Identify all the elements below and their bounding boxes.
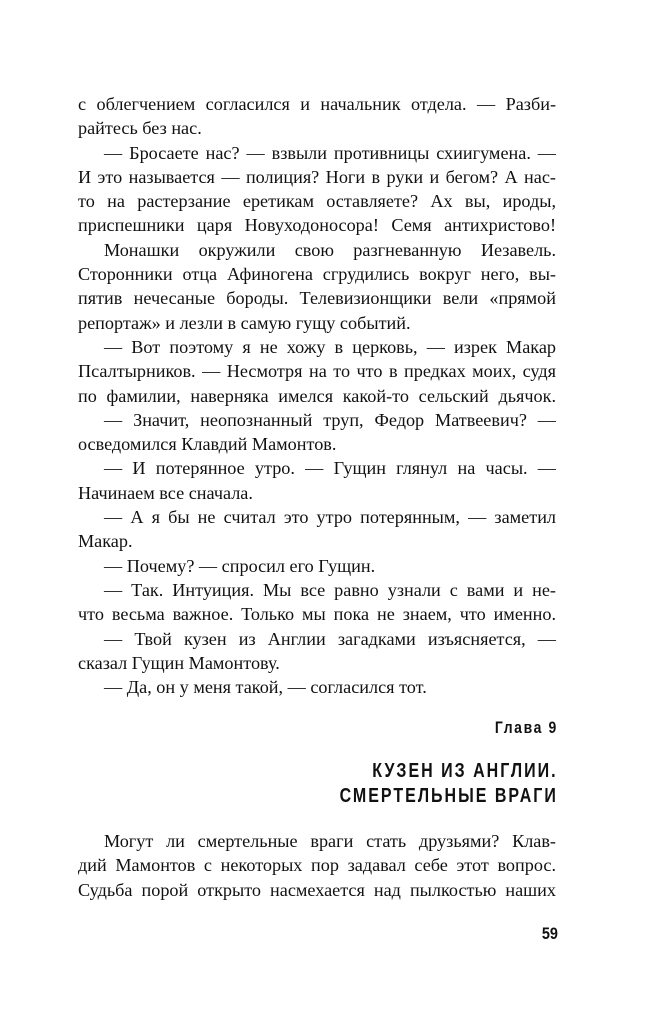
body-text-top: [78, 92, 556, 699]
body-text-bottom: [78, 829, 556, 902]
text-line: — Бросаете нас? — взвыли противницы схиигумена. —: [104, 142, 556, 163]
text-line: райтесь без нас.: [78, 118, 202, 139]
text-line: осведомился Клавдий Мамонтов.: [78, 434, 337, 455]
text-line: — Так. Интуиция. Мы все равно узнали с вами и не-: [104, 579, 556, 600]
text-line: что весьма важное. Только мы пока не знаем, что именно.: [78, 604, 556, 625]
text-line: Монашки окружили свою разгневанную Иезавель.: [104, 239, 556, 260]
text-line: то на растерзание еретикам оставляете? Ах вы, ироды,: [78, 191, 556, 212]
text-line: Судьба порой открыто насмехается над пылкостью наших: [78, 879, 556, 900]
chapter-number: Глава 9: [494, 718, 558, 737]
text-line: — Твой кузен из Англии загадками изъясняется, —: [104, 628, 556, 649]
text-line: Макар.: [78, 531, 133, 552]
text-line: с облегчением согласился и начальник отдела. — Разби-: [78, 94, 556, 114]
text-line: — Да, он у меня такой, — согласился тот.: [104, 677, 427, 698]
text-line: — И потерянное утро. — Гущин глянул на часы. —: [104, 458, 556, 479]
text-line: Псалтырников. — Несмотря на то что в предках моих, судя: [78, 361, 556, 382]
text-line: — Значит, неопознанный труп, Федор Матвеевич? —: [104, 409, 556, 430]
text-line: сказал Гущин Мамонтову.: [78, 652, 280, 673]
chapter-title-line-1: КУЗЕН ИЗ АНГЛИИ.: [372, 760, 558, 782]
page-number: 59: [541, 924, 558, 943]
text-line: Могут ли смертельные враги стать друзьями? Клав-: [104, 831, 556, 851]
text-line: — Почему? — спросил его Гущин.: [104, 555, 376, 576]
text-line: И это называется — полиция? Ноги в руки и бегом? А нас-: [78, 166, 556, 187]
text-line: — А я бы не считал это утро потерянным, — заметил: [104, 507, 556, 528]
text-line: репортаж» и лезли в самую гущу событий.: [78, 312, 411, 333]
text-line: приспешники царя Новуходоносора! Семя антихристово!: [78, 215, 556, 236]
text-line: Начинаем все сначала.: [78, 482, 253, 503]
text-line: дий Мамонтов с некоторых пор задавал себе этот вопрос.: [78, 855, 556, 876]
text-line: пятив нечесаные бороды. Телевизионщики вели «прямой: [78, 288, 556, 309]
chapter-title-line-2: СМЕРТЕЛЬНЫЕ ВРАГИ: [339, 785, 558, 807]
text-line: — Вот поэтому я не хожу в церковь, — изрек Макар: [104, 336, 556, 357]
text-line: по фамилии, наверняка имелся какой-то сельский дьячок.: [78, 385, 556, 406]
text-line: Сторонники отца Афиногена сгрудились вокруг него, вы-: [78, 264, 556, 285]
